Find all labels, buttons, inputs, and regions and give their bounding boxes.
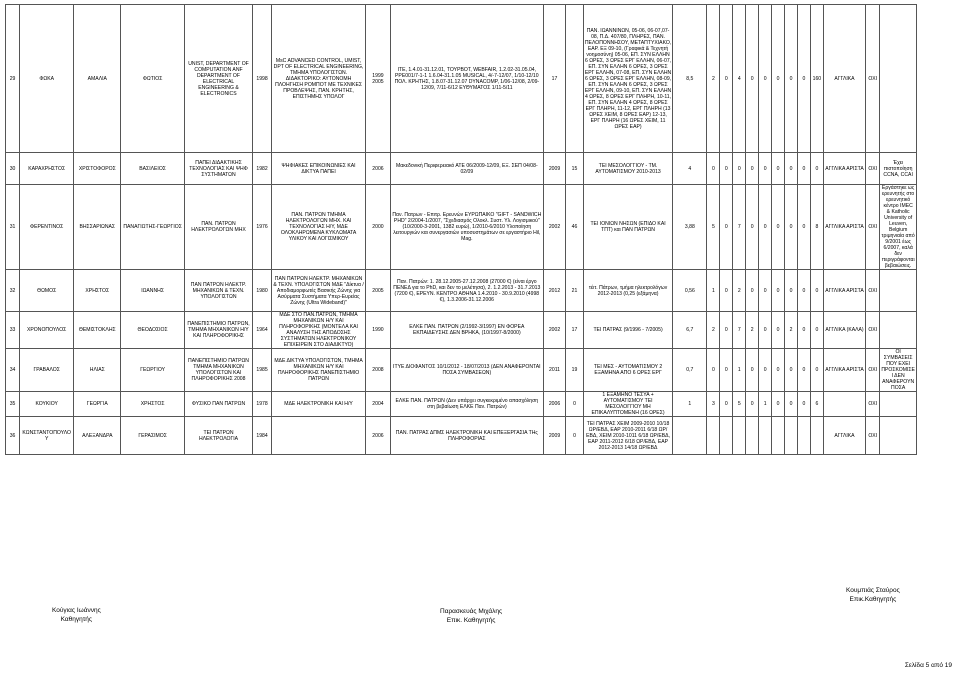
cell-by: 1984 <box>253 417 272 455</box>
cell-s5: 0 <box>759 153 772 185</box>
cell-oxi: ΟΧΙ <box>866 312 880 349</box>
cell-name: ΧΡΙΣΤΟΦΟΡΟΣ <box>74 153 121 185</box>
cell-by: 1980 <box>253 270 272 312</box>
table-row <box>6 185 917 270</box>
cell-s6: 0 <box>772 270 785 312</box>
table-row <box>6 5 917 153</box>
cell-s3: 4 <box>733 5 746 153</box>
cell-s8: 0 <box>797 153 810 185</box>
page-number: Σελίδα 5 από 19 <box>904 662 952 669</box>
cell-pm2: 15 <box>566 153 584 185</box>
cell-s4: 0 <box>746 153 759 185</box>
cell-no: 29 <box>6 5 20 153</box>
cell-s9: 6 <box>810 392 823 417</box>
cell-s5 <box>759 417 772 455</box>
cell-father: ΒΑΣΙΛΕΙΟΣ <box>121 153 185 185</box>
cell-surname: ΓΡΑΒΑΛΟΣ <box>20 349 74 392</box>
cell-s8: 0 <box>797 185 810 270</box>
cell-oxi: ΟΧΙ <box>866 153 880 185</box>
cell-surname: ΘΩΜΟΣ <box>20 270 74 312</box>
cell-oxi: ΟΧΙ <box>866 185 880 270</box>
cell-pm2: 0 <box>566 417 584 455</box>
cell-s2: 0 <box>720 5 733 153</box>
cell-my: 1999 2005 <box>366 5 391 153</box>
cell-father: ΧΡΗΣΤΟΣ <box>121 392 185 417</box>
cell-s2: 0 <box>720 349 733 392</box>
cell-surname: ΧΡΟΝΟΠΟΥΛΟΣ <box>20 312 74 349</box>
signature-right-title: Επικ.Καθηγητής <box>849 595 897 603</box>
cell-oxi: ΟΧΙ <box>866 392 880 417</box>
cell-my: 1990 <box>366 312 391 349</box>
cell-s7: 2 <box>785 312 798 349</box>
cell-bdeg: UNIST, DEPARTMENT OF COMPUTATION ANF DEPARTMENT OF ELECTRICAL ENGINEERING & ELECTRONICS <box>184 5 252 153</box>
cell-notes: ΟΙ ΣΥΜΒΑΣΕΙΣ ΠΟΥ ΕΧΕΙ ΠΡΟΣΚΟΜΙΣΕΙ ΔΕΝ ΑΝΑΦΕΡΟΥΝ ΠΟΣΑ <box>881 349 915 391</box>
cell-s4: 2 <box>746 312 759 349</box>
cell-name: ΒΗΣΣΑΡΙΩΝΑΣ <box>74 185 121 270</box>
cell-lang: ΑΓΓΛΙΚΑ ΑΡΙΣΤΑ <box>823 153 865 185</box>
cell-notes <box>880 270 917 312</box>
cell-proj: ΕΛΚΕ ΠΑΝ. ΠΑΤΡΩΝ (2/1992-3/1997) ΕΝ ΦΟΡΕΑ ΕΚΠΑΙΔΕΥΣΗΣ ΔΕΝ ΒΡΗΚΑ, (10/1997-8/2000) <box>390 312 543 349</box>
table-row <box>6 153 917 185</box>
cell-s4 <box>746 417 759 455</box>
cell-lang: ΑΓΓΛΙΚΑ (ΚΑΛΑ) <box>823 312 865 349</box>
cell-my: 2005 <box>366 270 391 312</box>
cell-bdeg: ΤΕΙ ΠΑΤΡΩΝ ΗΛΕΚΤΡΟΛΟΓΙΑ <box>184 417 252 455</box>
cell-teach: τέιτ. Πάτρων, τμήμα ηλεκτρολόγων 2012-2013 (0,25 (εξάμηνα) <box>583 270 672 312</box>
cell-name: ΓΕΩΡΓΙΑ <box>74 392 121 417</box>
cell-mdeg <box>271 417 365 455</box>
cell-s8: 0 <box>797 312 810 349</box>
signature-middle <box>440 608 502 626</box>
cell-s2: 0 <box>720 153 733 185</box>
cell-by: 1964 <box>253 312 272 349</box>
cell-score: 8,5 <box>673 5 707 153</box>
cell-s9: 8 <box>810 185 823 270</box>
cell-s1: 3 <box>707 392 720 417</box>
cell-no: 32 <box>6 270 20 312</box>
cell-notes <box>880 392 917 417</box>
table-row <box>6 312 917 349</box>
cell-s2: 0 <box>720 185 733 270</box>
cell-pm: 2012 <box>543 270 565 312</box>
cell-s1: 0 <box>707 153 720 185</box>
cell-score: 4 <box>673 153 707 185</box>
cell-teach: ΤΕΙ ΜΕΣ - ΑΥΤΟΜΑΤΙΣΜΟΥ 2 ΕΞΑΜΗΝΑ ΑΠΟ 6 ΩΡΕΣ ΕΡΓ <box>583 349 672 392</box>
cell-surname: ΦΕΡΕΝΤΙΝΟΣ <box>20 185 74 270</box>
cell-notes <box>880 5 917 153</box>
signature-left-title: Καθηγητής <box>60 615 93 623</box>
cell-pm: 2006 <box>543 392 565 417</box>
cell-s8: 0 <box>797 392 810 417</box>
cell-lang: ΑΓΓΛΙΚΑ <box>823 5 865 153</box>
cell-mdeg: ΜΔΕ ΣΤΟ ΠΑΝ.ΠΑΤΡΩΝ, ΤΜΗΜΑ ΜΗΧΑΝΙΚΩΝ Η/Υ ΚΑΙ ΠΛΗΡΟΦΟΡΙΚΗΣ (ΜΟΝΤΕΛΑ ΚΑΙ ΑΝΑΛΥΣΗ ΤΗΣ ΑΠΟΔΟΣΗΣ ΣΥΣΤΗΜΑΤΩΝ ΗΛΕΚΤΡΟΝΙΚΟΥ ΕΠΙΧΕΙΡΕΙΝ ΣΤΟ ΔΙΑΔΙΚΤΥΟ) <box>271 312 365 349</box>
cell-teach: ΤΕΙ ΠΑΤΡΑΣ ΧΕΙΜ 2009-2010 10/18 ΩΡ/ΕΒΔ, ΕΑΡ 2010-2011 6/18 ΩΡ/ΕΒΔ, ΧΕΙΜ 2010-1011 6/18 ΩΡ/ΕΒΔ, ΕΑΡ 2011-2012 6/18 ΩΡ/ΕΒΔ, ΕΑΡ 2012-2013 14/18 ΩΡ/ΕΒΔ <box>583 417 672 455</box>
cell-s2: 0 <box>720 270 733 312</box>
cell-s9: 160 <box>810 5 823 153</box>
cell-name: ΧΡΗΣΤΟΣ <box>74 270 121 312</box>
cell-s6: 0 <box>772 185 785 270</box>
signature-left <box>52 607 101 625</box>
cell-s3: 7 <box>733 185 746 270</box>
cell-pm: 2002 <box>543 185 565 270</box>
signature-middle-name: Παρασκευάς Μιχάλης <box>440 608 503 615</box>
cell-s2: 0 <box>720 312 733 349</box>
cell-my: 2004 <box>366 392 391 417</box>
cell-pm2 <box>566 5 584 153</box>
cell-notes: Εργάστηκε ως ερευνητής στο ερευνητικό κέντρο IMEC & Katholic University of Leuven, Belgium τριμηνιαία από 9/2001 έως 6/2007, καλά δεν περιγράφονται βεβαιώσεις. <box>881 185 915 269</box>
cell-pm: 2009 <box>543 417 565 455</box>
cell-notes: Έχει πιστοποίηση CCNA, CCAI <box>880 153 917 185</box>
cell-mdeg: ΠΑΝ ΠΑΤΡΩΝ ΗΛΕΚΤΡ. ΜΗΧΑΝΙΚΩΝ & ΤΕΧΝ. ΥΠΟΛΟΓΙΣΤΩΝ ΜΔΕ "Δίκτυα / Αποδιαμορφωτές Βασικής Ζώνης για Ασύρματα Συστήματα Υπερ-Ευρείας Ζώνης (Ultra Wideband)" <box>271 270 365 312</box>
cell-father: ΠΑΝΑΓΙΩΤΗΣ-ΓΕΩΡΓΙΟΣ <box>121 185 185 270</box>
cell-by: 1998 <box>253 5 272 153</box>
cell-s1: 2 <box>707 5 720 153</box>
cell-pm2: 21 <box>566 270 584 312</box>
cell-s9: 0 <box>810 270 823 312</box>
cell-s6: 0 <box>772 349 785 392</box>
cell-surname: ΚΟΥΚΙΟΥ <box>20 392 74 417</box>
cell-s2 <box>720 417 733 455</box>
cell-proj: ITE, 1.4.01-31.12.01, ΤΟΥΡΒΟΤ, WEBFAIR, 1.2.02-31.05.04, PPE001/7-1-1 1.6.04-31.1.05 MUSICAL, 4/-7-12/07, 1/10-12/10 ΠΟΛ. ΚΡΗΤΗΣ, 1.8.07-31.12.07 DYNACOMP, 1/06-12/08, 2/09-12/09, 7/11-6/12 ΕΥΘΥΜΑΤΟΣ 1/11-5/11 <box>390 5 543 153</box>
cell-s4: 0 <box>746 392 759 417</box>
cell-bdeg: ΠΑΝ ΠΑΤΡΩΝ ΗΛΕΚΤΡ. ΜΗΧΑΝΙΚΩΝ & ΤΕΧΝ. ΥΠΟΛΟΓΙΣΤΩΝ <box>184 270 252 312</box>
cell-oxi: ΟΧΙ <box>866 270 880 312</box>
cell-s9 <box>810 417 823 455</box>
cell-s4: 0 <box>746 349 759 392</box>
cell-s5: 0 <box>759 312 772 349</box>
cell-s7: 0 <box>785 349 798 392</box>
cell-name: ΑΛΕΞΑΝΔΡΑ <box>74 417 121 455</box>
cell-by: 1982 <box>253 153 272 185</box>
cell-s3: 2 <box>733 270 746 312</box>
cell-teach: ΤΕΙ ΙΟΝΙΩΝ ΝΗΣΩΝ (ΕΠΙΔΟ ΚΑΙ ΤΠΤ) και ΠΑΝ ΠΑΤΡΩΝ <box>583 185 672 270</box>
cell-pm: 2011 <box>543 349 565 392</box>
cell-s5: 0 <box>759 270 772 312</box>
cell-father: ΘΕΟΔΟΣΙΟΣ <box>121 312 185 349</box>
cell-pm: 17 <box>543 5 565 153</box>
cell-mdeg: MsC ADVANCED CONTROL, UMIST, DPT OF ELECTRICAL ENGINEERING, ΤΜΗΜΑ ΥΠΟΛΟΓΙΣΤΩΝ. ΔΙΔΑΚΤΟΡΙΚΟ: ΑΥΤΟΝΟΜΗ ΠΛΟΗΓΗΣΗ ΡΟΜΠΟΤ ΜΕ ΤΕΧΝΙΚΕΣ ΠΡΟΒΛΕΨΗΣ, ΠΑΝ. ΚΡΗΤΗΣ, ΕΠΙΣΤΗΜΗΣ ΥΠΟΛΟΓ <box>271 5 365 153</box>
cell-bdeg: ΦΥΣΙΚΟ ΠΑΝ ΠΑΤΡΩΝ <box>184 392 252 417</box>
table-row <box>6 270 917 312</box>
cell-proj: ΠΑΝ. ΠΑΤΡΑΣ ΔΠΜΣ ΗΛΕΚΤΡΟΝΙΚΗ ΚΑΙ ΕΠΕΞΕΡΓΑΣΙΑ ΤΗς ΠΛΗΡΟΦΟΡΙΑΣ <box>390 417 543 455</box>
cell-s1: 5 <box>707 185 720 270</box>
cell-s7: 0 <box>785 153 798 185</box>
cell-father: ΓΕΩΡΓΙΟΥ <box>121 349 185 392</box>
cell-my: 2000 <box>366 185 391 270</box>
cell-s8 <box>797 417 810 455</box>
cell-s7: 0 <box>785 185 798 270</box>
cell-name: ΘΕΜΙΣΤΟΚΛΗΣ <box>74 312 121 349</box>
cell-lang: ΑΓΓΛΙΚΑ ΑΡΙΣΤΑ <box>823 349 865 392</box>
cell-s9: 0 <box>810 349 823 392</box>
cell-s8: 0 <box>797 349 810 392</box>
cell-s4: 0 <box>746 5 759 153</box>
signature-right <box>846 587 900 605</box>
cell-s9: 0 <box>810 312 823 349</box>
cell-s6: 0 <box>772 5 785 153</box>
cell-s7 <box>785 417 798 455</box>
cell-bdeg: ΠΑΝΕΠΙΣΤΗΜΙΟ ΠΑΤΡΩΝ ΤΜΗΜΑ ΜΗΧΑΝΙΚΩΝ ΥΠΟΛΟΓΙΣΤΩΝ ΚΑΙ ΠΛΗΡΟΦΟΡΙΚΗΣ 2008 <box>184 349 252 392</box>
cell-s6: 0 <box>772 312 785 349</box>
cell-oxi: ΟΧΙ <box>866 5 880 153</box>
cell-my: 2006 <box>366 417 391 455</box>
cell-s3 <box>733 417 746 455</box>
cell-proj: Παν. Πατρών: 1. 28.12.2005-27.12.2008 (27000 €) (είναι έργο ΠΕΝΕΔ για το PhD, και δεν το μελέτησα), 2. 1.2.2013 - 31.7.2013 (7200 €), ΕΡΕΥΝ. ΚΕΝΤΡΟ ΑΘΗΝΑ 1.4.2010 - 30.9.2010 (4998 €), 1.3.2006-31.12.2006 <box>390 270 543 312</box>
table-row <box>6 417 917 455</box>
cell-s5: 0 <box>759 349 772 392</box>
cell-pm2: 17 <box>566 312 584 349</box>
cell-surname: ΚΑΡΑΧΡΗΣΤΟΣ <box>20 153 74 185</box>
cell-surname: ΚΩΝΣΤΑΝΤΟΠΟΥΛΟΥ <box>20 417 74 455</box>
cell-no: 33 <box>6 312 20 349</box>
cell-pm2: 46 <box>566 185 584 270</box>
cell-s4: 0 <box>746 270 759 312</box>
cell-score: 6,7 <box>673 312 707 349</box>
cell-father: ΦΩΤΙΟΣ <box>121 5 185 153</box>
cell-s5: 0 <box>759 5 772 153</box>
cell-s5: 0 <box>759 185 772 270</box>
cell-no: 36 <box>6 417 20 455</box>
cell-s5: 1 <box>759 392 772 417</box>
signature-left-name: Κούγιας Ιωάννης <box>52 607 101 614</box>
cell-s7: 0 <box>785 270 798 312</box>
cell-s3: 0 <box>733 153 746 185</box>
cell-bdeg: ΠΑΝ. ΠΑΤΡΩΝ ΗΛΕΚΤΡΟΛΟΓΩΝ ΜΗΧ <box>184 185 252 270</box>
cell-notes <box>880 312 917 349</box>
cell-proj: Μακεδονική Περιφερειακό ΑΤΕ 06/2009-12/09, ΕΞ. ΣΕΠ 04/08-02/09 <box>390 153 543 185</box>
cell-my: 2008 <box>366 349 391 392</box>
table-row <box>6 392 917 417</box>
cell-s8: 0 <box>797 270 810 312</box>
cell-proj: ΕΛΚΕ ΠΑΝ. ΠΑΤΡΩΝ (Δεν υπάρχει συγκεκριμένο απασχόληση στη βεβαίωση ΕΛΚΕ Παν. Πατρών) <box>390 392 543 417</box>
cell-score: 0,56 <box>673 270 707 312</box>
cell-pm: 2009 <box>543 153 565 185</box>
cell-no: 31 <box>6 185 20 270</box>
cell-lang: ΑΓΓΛΙΚΑ ΑΡΙΣΤΑ <box>823 270 865 312</box>
cell-s7: 0 <box>785 392 798 417</box>
cell-no: 34 <box>6 349 20 392</box>
cell-s3: 5 <box>733 392 746 417</box>
cell-s6: 0 <box>772 153 785 185</box>
cell-surname: ΦΩΚΑ <box>20 5 74 153</box>
cell-score: 1 <box>673 392 707 417</box>
cell-bdeg: ΠΑΠΕΙ ΔΙΔΑΚΤΙΚΗΣ ΤΕΧΝΟΛΟΓΙΑΣ ΚΑΙ ΨΗΦ ΣΥΣΤΗΜΑΤΩΝ <box>184 153 252 185</box>
signature-right-name: Κουμπιάς Σταύρος <box>846 587 900 594</box>
cell-teach: ΤΕΙ ΜΕΣΟΛΟΓΓΙΟΥ - ΤΜ. ΑΥΤΟΜΑΤΙΣΜΟΥ 2010-2013 <box>583 153 672 185</box>
cell-lang: ΑΓΓΛΙΚΑ ΑΡΙΣΤΑ <box>823 185 865 270</box>
cell-s6 <box>772 417 785 455</box>
cell-s2: 0 <box>720 392 733 417</box>
cell-oxi: ΟΧΙ <box>866 417 880 455</box>
cell-bdeg: ΠΑΝΕΠΙΣΤΗΜΙΟ ΠΑΤΡΩΝ, ΤΜΗΜΑ ΜΗΧΑΝΙΚΩΝ Η/Υ ΚΑΙ ΠΛΗΡΟΦΟΡΙΚΗΣ <box>184 312 252 349</box>
cell-pm2: 0 <box>566 392 584 417</box>
cell-s9: 0 <box>810 153 823 185</box>
cell-name: ΑΜΑΛΙΑ <box>74 5 121 153</box>
cell-father: ΙΩΑΝΝΗΣ <box>121 270 185 312</box>
cell-my: 2006 <box>366 153 391 185</box>
cell-s7: 0 <box>785 5 798 153</box>
cell-s6: 0 <box>772 392 785 417</box>
cell-mdeg: ΜΔΕ ΗΛΕΚΤΡΟΝΙΚΗ ΚΑΙ Η/Υ <box>271 392 365 417</box>
cell-score: 3,88 <box>673 185 707 270</box>
cell-teach: ΠΑΝ. ΙΩΑΝΝΙΝΩΝ, 05-06, 06-07,07-08, Π.Δ. 407/80, ΠΛΗΡΕΣ, ΠΑΝ. ΠΕΛΟΠΟΝΝΗΣΟΥ, ΜΕΤΑΠΤΥΧΙΑΚΟ, ΕΑΡ. ΕΞ 09-10, (Γραφικά & Τεχνητή νοημοσύνη) 05-06, ΕΠ. ΣΥΝ ΕΛΛΗΝ 6 ΩΡΕΣ, 3 ΩΡΕΣ ΕΡΓ ΕΛΛΗΝ, 06-07, ΕΠ. ΣΥΝ ΕΛΛΗΝ 6 ΩΡΕΣ, 3 ΩΡΕΣ ΕΡΓ ΕΛΛΗΝ, 07-08, ΕΠ. ΣΥΝ ΕΛΛΗΝ 6 ΩΡΕΣ, 3 ΩΡΕΣ ΕΡΓ ΕΛΛΗΝ, 08-09, ΕΠ. ΣΥΝ ΕΛΛΗΝ 6 ΩΡΕΣ, 3 ΩΡΕΣ ΕΡΓ ΕΛΛΗΝ, 09-10, ΕΠ. ΣΥΝ ΕΛΛΗΝ 4 ΩΡΕΣ, 8 ΩΡΕΣ ΕΡΓ ΠΛΗΡΗ, 10-11, ΕΠ. ΣΥΝ ΕΛΛΗΝ 4 ΩΡΕΣ, 8 ΩΡΕΣ ΕΡΓ ΠΛΗΡΗ, 11-12, ΕΡΓ ΠΛΗΡΗ (13 ΩΡΕΣ ΧΕΙΜ, 8 ΩΡΕΣ ΕΑΡ) 12-13, ΕΡΓ ΠΛΗΡΗ (16 ΩΡΕΣ ΧΕΙΜ, 11 ΩΡΕΣ ΕΑΡ) <box>583 5 672 153</box>
cell-no: 35 <box>6 392 20 417</box>
cell-proj: Παν. Πατρων - Επιτρ. Ερευνών ΕΥΡΩΠΑΙΚΟ "GIFT - SANDWICH PHD" 2/2004-1/2007, "Σχεδιασμός Ολοκλ. Συστ. Υλ. Λογισμικού" (10/2000-3-2001, 1382 ευρώ), 1/2010-6/2010 Υλοποίηση λειτουργιών και συνεργασιών υποσυστημάτων σε εργαστήριο Hil, Mag. <box>390 185 543 270</box>
table-row <box>6 349 917 392</box>
cell-s1 <box>707 417 720 455</box>
cell-by: 1976 <box>253 185 272 270</box>
cell-father: ΓΕΡΑΣΙΜΟΣ <box>121 417 185 455</box>
cell-pm2: 19 <box>566 349 584 392</box>
cell-oxi: ΟΧΙ <box>866 349 880 392</box>
cell-mdeg: ΠΑΝ. ΠΑΤΡΩΝ ΤΜΗΜΑ ΗΛΕΚΤΡΟΛΟΓΩΝ ΜΗΧ. ΚΑΙ ΤΕΧΝΟΛΟΓΙΑΣ Η/Υ, ΜΔΕ ΟΛΟΚΛΗΡΩΜΕΝΑ ΚΥΚΛΩΜΑΤΑ ΥΛΙΚΟΥ ΚΑΙ ΛΟΓΙΣΜΙΚΟΥ <box>271 185 365 270</box>
cell-by: 1985 <box>253 349 272 392</box>
cell-s4: 0 <box>746 185 759 270</box>
cell-mdeg: ΨΗΦΙΑΚΕΣ ΕΠΙΚΟΙΝΩΝΙΕΣ ΚΑΙ ΔΙΚΤΥΑ ΠΑΠΕΙ <box>271 153 365 185</box>
cell-mdeg: ΜΔΕ ΔΙΚΤΥΑ ΥΠΟΛΟΓΙΣΤΩΝ, ΤΜΗΜΑ ΜΗΧΑΝΙΚΩΝ Η/Υ ΚΑΙ ΠΛΗΡΟΦΟΡΙΚΗΣ ΠΑΝΕΠΙΣΤΗΜΙΟ ΠΑΤΡΩΝ <box>271 349 365 392</box>
cell-no: 30 <box>6 153 20 185</box>
signature-middle-title: Επικ. Καθηγητής <box>446 616 496 624</box>
cell-score <box>673 417 707 455</box>
cell-lang <box>823 392 865 417</box>
cell-proj: ΙΤΥΕ ΔΙΟΦΑΝΤΟΣ 10/1/2012 - 18/07/2013 (ΔΕΝ ΑΝΑΦΕΡΟΝΤΑΙ ΠΟΣΑ ΣΥΜΒΑΣΕΩΝ) <box>390 349 543 392</box>
cell-s1: 1 <box>707 270 720 312</box>
cell-teach: 1 ΕΞΑΜΗΝΟ ΤΕΣΥΑ + ΑΥΤΟΜΑΤΙΣΜΟΥ ΤΕΙ ΜΕΣΟΛΟΓΓΙΟΥ ΜΗ ΕΠΙΚΑΛΥΠΤΟΜΕΝΗ (16 ΩΡΕΣ) <box>583 392 672 417</box>
cell-s1: 2 <box>707 312 720 349</box>
cell-teach: ΤΕΙ ΠΑΤΡΑΣ (9/1996 - 7/2005) <box>583 312 672 349</box>
cell-score: 0,7 <box>673 349 707 392</box>
candidates-table <box>5 4 917 455</box>
cell-pm: 2002 <box>543 312 565 349</box>
cell-by: 1978 <box>253 392 272 417</box>
cell-s1: 0 <box>707 349 720 392</box>
cell-s3: 7 <box>733 312 746 349</box>
cell-s3: 1 <box>733 349 746 392</box>
cell-name: ΗΛΙΑΣ <box>74 349 121 392</box>
cell-lang: ΑΓΓΛΙΚΑ <box>823 417 865 455</box>
cell-notes <box>880 417 917 455</box>
cell-s8: 0 <box>797 5 810 153</box>
